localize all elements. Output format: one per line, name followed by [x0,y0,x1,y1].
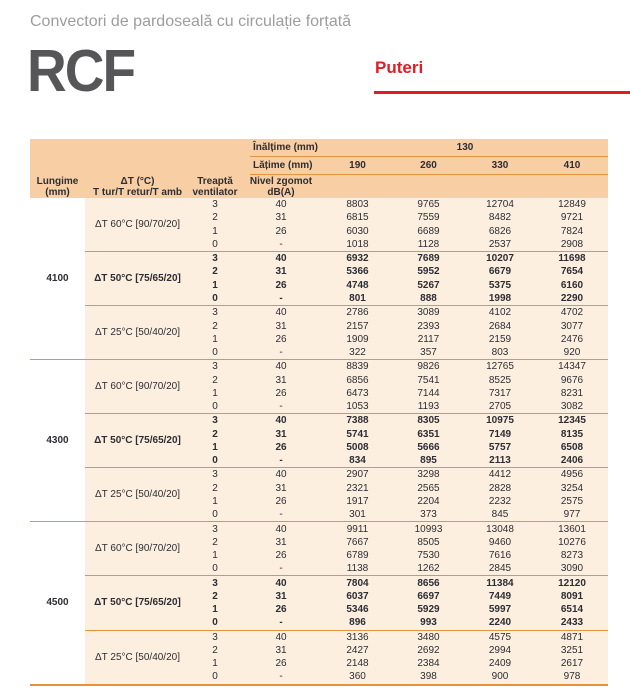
noise-level-cell: 40 [275,253,287,265]
power-value-cell: 6514 [560,604,584,616]
fan-speed-cell: 1 [212,658,218,670]
power-value-cell: 5952 [417,266,440,278]
power-value-cell: 4575 [488,631,512,643]
power-value-cell: 8482 [488,212,512,224]
power-value-cell: 8839 [346,361,369,373]
power-value-cell: 5008 [346,441,369,453]
power-value-cell: 12345 [558,415,586,427]
fan-speed-cell: 3 [212,469,218,481]
power-value-cell: 803 [491,347,509,359]
powers-table [30,139,608,686]
power-value-cell: 7689 [417,253,440,265]
dt-label: ΔT 25°C [50/40/20] [95,489,180,501]
dt-label: ΔT 60°C [90/70/20] [95,381,180,393]
fan-speed-cell: 3 [212,415,218,427]
power-value-cell: 3480 [417,631,440,643]
power-value-cell: 2321 [346,482,369,494]
fan-speed-cell: 3 [212,307,218,319]
power-value-cell: 4871 [560,631,584,643]
noise-level-cell: 40 [275,469,287,481]
noise-level-cell: - [279,671,283,683]
power-value-cell: 2565 [417,482,440,494]
power-value-cell: 978 [563,671,581,683]
power-value-cell: 5997 [488,604,512,616]
width-value-190: 190 [349,160,366,171]
power-value-cell: 14347 [558,361,586,373]
length-group [30,360,608,521]
height-label: Înălțime (mm) [253,142,319,153]
dt-block [30,631,608,684]
fan-speed-cell: 0 [212,563,218,575]
noise-level-cell: 40 [275,199,287,211]
power-value-cell: 895 [420,455,437,467]
dt-label: ΔT 50°C [75/65/20] [94,435,181,447]
power-value-cell: 357 [420,347,437,359]
power-value-cell: 3077 [560,320,584,332]
width-value-260: 260 [420,160,437,171]
length-value: 4500 [30,522,85,683]
power-value-cell: 2157 [346,320,369,332]
power-value-cell: 373 [420,509,437,521]
power-value-cell: 6697 [417,590,440,602]
noise-level-cell: - [279,509,283,521]
power-value-cell: 322 [349,347,366,359]
power-value-cell: 5366 [346,266,369,278]
dt-block [30,306,608,359]
power-value-cell: 6856 [346,374,369,386]
power-value-cell: 2232 [488,495,512,507]
power-value-cell: 3298 [417,469,440,481]
width-value-330: 330 [491,160,509,171]
fan-speed-cell: 1 [212,387,218,399]
header-row-columns [30,175,608,198]
power-value-cell: 896 [349,617,366,629]
column-header-lungime: Lungime (mm) [36,175,79,198]
power-value-cell: 2617 [560,658,584,670]
noise-level-cell: - [279,401,283,413]
power-value-cell: 7541 [417,374,440,386]
power-value-cell: 7149 [488,428,512,440]
dt-block [30,252,608,305]
power-value-cell: 9676 [560,374,584,386]
power-value-cell: 2113 [489,455,511,467]
dt-label: ΔT 50°C [75/65/20] [94,273,181,285]
page-subtitle: Convectori de pardoseală cu circulație forțată [30,13,352,30]
power-value-cell: 5757 [488,441,512,453]
power-value-cell: 801 [349,292,366,304]
power-value-cell: 1053 [346,401,369,413]
power-value-cell: 4412 [488,469,512,481]
power-value-cell: 8273 [560,550,584,562]
power-value-cell: 888 [420,292,437,304]
fan-speed-cell: 3 [212,631,218,643]
fan-speed-cell: 0 [212,238,218,250]
header-row-height [30,139,608,156]
fan-speed-cell: 0 [212,617,218,629]
power-value-cell: 2994 [488,644,512,656]
noise-level-cell: 26 [275,441,287,453]
dt-block [30,414,608,467]
power-value-cell: 2705 [488,401,512,413]
power-value-cell: 7654 [560,266,584,278]
length-value: 4100 [30,198,85,359]
power-value-cell: 6932 [346,253,369,265]
power-value-cell: 2148 [346,658,369,670]
power-value-cell: 13048 [486,523,514,535]
dt-label: ΔT 60°C [90/70/20] [95,543,180,555]
noise-level-cell: - [279,563,283,575]
fan-speed-cell: 0 [212,509,218,521]
power-value-cell: 2159 [488,333,512,345]
power-value-cell: 8135 [560,428,584,440]
power-value-cell: 993 [420,617,437,629]
power-value-cell: 2427 [346,644,369,656]
power-value-cell: 9911 [346,523,369,535]
power-value-cell: 6030 [346,225,369,237]
noise-level-cell: 40 [275,631,287,643]
power-value-cell: 6508 [560,441,584,453]
power-value-cell: 8525 [488,374,512,386]
fan-speed-cell: 1 [212,441,218,453]
power-value-cell: 834 [349,455,366,467]
fan-speed-cell: 1 [212,333,218,345]
fan-speed-cell: 1 [212,495,218,507]
product-code: RCF [27,37,135,105]
power-value-cell: 1909 [346,333,369,345]
power-value-cell: 4102 [488,307,512,319]
noise-level-cell: - [279,347,283,359]
noise-level-cell: - [279,238,283,250]
noise-level-cell: 40 [275,415,287,427]
power-value-cell: 2476 [560,333,584,345]
power-value-cell: 6789 [346,550,369,562]
noise-level-cell: 31 [275,536,287,548]
power-value-cell: 3082 [560,401,584,413]
fan-speed-cell: 3 [212,523,218,535]
fan-speed-cell: 3 [212,361,218,373]
power-value-cell: 2908 [560,238,584,250]
power-value-cell: 2406 [560,455,584,467]
power-value-cell: 1138 [346,563,369,575]
power-value-cell: 9826 [417,361,440,373]
power-value-cell: 5929 [417,604,440,616]
power-value-cell: 1128 [417,238,440,250]
column-header-nivel: Nivel zgomot dB(A) [249,175,313,198]
power-value-cell: 10975 [486,415,514,427]
power-value-cell: 13601 [558,523,586,535]
width-label: Lățime (mm) [253,160,313,171]
header-row-width [30,157,608,174]
power-value-cell: 7388 [346,415,369,427]
power-value-cell: 2692 [417,644,440,656]
power-value-cell: 8505 [417,536,440,548]
column-header-dt: ΔT (°C) T tur/T retur/T amb [93,175,182,198]
power-value-cell: 8656 [417,577,440,589]
table-bottom-rule [30,684,608,686]
power-value-cell: 6351 [417,428,440,440]
power-value-cell: 7317 [488,387,512,399]
power-value-cell: 4956 [560,469,584,481]
power-value-cell: 2290 [560,292,584,304]
section-title: Puteri [375,58,424,77]
noise-level-cell: - [279,455,283,467]
power-value-cell: 2204 [417,495,440,507]
dt-label: ΔT 50°C [75/65/20] [94,597,181,609]
power-value-cell: 10207 [486,253,514,265]
power-value-cell: 2240 [488,617,512,629]
noise-level-cell: 26 [275,550,287,562]
power-value-cell: 2828 [488,482,512,494]
power-value-cell: 398 [420,671,437,683]
noise-level-cell: 31 [275,644,287,656]
fan-speed-cell: 2 [212,428,218,440]
fan-speed-cell: 2 [212,536,218,548]
noise-level-cell: 26 [275,279,287,291]
fan-speed-cell: 3 [212,199,218,211]
dt-block [30,522,608,575]
power-value-cell: 4748 [346,279,369,291]
fan-speed-cell: 2 [212,212,218,224]
power-value-cell: 8305 [417,415,440,427]
noise-level-cell: 31 [275,320,287,332]
power-value-cell: 1193 [417,401,440,413]
power-value-cell: 7824 [560,225,584,237]
table-header [30,139,608,198]
power-value-cell: 9721 [560,212,584,224]
noise-level-cell: 26 [275,495,287,507]
noise-level-cell: 26 [275,333,287,345]
fan-speed-cell: 0 [212,671,218,683]
power-value-cell: 2384 [417,658,440,670]
power-value-cell: 7559 [417,212,440,224]
noise-level-cell: 40 [275,361,287,373]
power-value-cell: 2575 [560,495,584,507]
power-value-cell: 6826 [488,225,512,237]
fan-speed-cell: 0 [212,401,218,413]
power-value-cell: 1998 [488,292,512,304]
noise-level-cell: 40 [275,307,287,319]
power-value-cell: 3089 [417,307,440,319]
column-header-treapta: Treaptă ventilator [192,175,238,198]
power-value-cell: 1018 [346,238,369,250]
power-value-cell: 6689 [417,225,440,237]
fan-speed-cell: 2 [212,644,218,656]
power-value-cell: 1262 [417,563,440,575]
power-value-cell: 12765 [486,361,514,373]
noise-level-cell: 40 [275,577,287,589]
power-value-cell: 1917 [346,495,369,507]
power-value-cell: 3136 [346,631,369,643]
noise-level-cell: 26 [275,225,287,237]
power-value-cell: 6815 [346,212,369,224]
fan-speed-cell: 2 [212,482,218,494]
power-value-cell: 845 [491,509,509,521]
power-value-cell: 2117 [417,333,440,345]
fan-speed-cell: 1 [212,279,218,291]
power-value-cell: 301 [349,509,366,521]
noise-level-cell: 26 [275,604,287,616]
noise-level-cell: 31 [275,266,287,278]
height-value: 130 [456,142,474,153]
power-value-cell: 2845 [488,563,512,575]
power-value-cell: 360 [349,671,366,683]
fan-speed-cell: 2 [212,374,218,386]
dt-label: ΔT 25°C [50/40/20] [95,651,180,663]
power-value-cell: 10993 [414,523,443,535]
fan-speed-cell: 1 [212,604,218,616]
power-value-cell: 3090 [560,563,584,575]
section-title-rule [374,91,630,94]
dt-label: ΔT 25°C [50/40/20] [95,327,180,339]
noise-level-cell: 31 [275,590,287,602]
power-value-cell: 6473 [346,387,369,399]
fan-speed-cell: 3 [212,253,218,265]
power-value-cell: 3251 [560,644,584,656]
table-body [30,198,608,684]
length-group-separator [30,359,608,360]
dt-block [30,198,608,251]
power-value-cell: 900 [491,671,509,683]
power-value-cell: 11698 [558,253,586,265]
power-value-cell: 4702 [560,307,584,319]
noise-level-cell: 31 [275,212,287,224]
power-value-cell: 12849 [558,199,586,211]
dt-label: ΔT 60°C [90/70/20] [95,219,180,231]
power-value-cell: 977 [563,509,581,521]
fan-speed-cell: 3 [212,577,218,589]
power-value-cell: 7449 [488,590,512,602]
noise-level-cell: 31 [275,428,287,440]
length-group-separator [30,521,608,522]
fan-speed-cell: 0 [212,292,218,304]
power-value-cell: 11384 [486,577,514,589]
power-value-cell: 2409 [488,658,512,670]
power-value-cell: 7667 [346,536,369,548]
power-value-cell: 6160 [560,279,584,291]
power-value-cell: 5346 [346,604,369,616]
power-value-cell: 7530 [417,550,440,562]
power-value-cell: 5666 [417,441,440,453]
length-value: 4300 [30,360,85,521]
noise-level-cell: 26 [275,658,287,670]
dt-block [30,360,608,413]
fan-speed-cell: 2 [212,266,218,278]
noise-level-cell: - [279,617,283,629]
power-value-cell: 920 [563,347,581,359]
power-value-cell: 7144 [417,387,440,399]
noise-level-cell: - [279,292,283,304]
power-value-cell: 5375 [488,279,512,291]
length-group [30,522,608,683]
power-value-cell: 6679 [488,266,512,278]
power-value-cell: 9460 [488,536,512,548]
fan-speed-cell: 0 [212,347,218,359]
power-value-cell: 2786 [346,307,369,319]
power-value-cell: 12704 [486,199,514,211]
dt-block [30,468,608,521]
noise-level-cell: 31 [275,374,287,386]
power-value-cell: 2393 [417,320,440,332]
power-value-cell: 12120 [558,577,586,589]
fan-speed-cell: 1 [212,550,218,562]
dt-block [30,576,608,629]
power-value-cell: 8231 [560,387,584,399]
power-value-cell: 6037 [346,590,369,602]
fan-speed-cell: 0 [212,455,218,467]
noise-level-cell: 31 [275,482,287,494]
power-value-cell: 9765 [417,199,440,211]
power-value-cell: 7804 [346,577,369,589]
power-value-cell: 8803 [346,199,369,211]
fan-speed-cell: 2 [212,590,218,602]
power-value-cell: 2433 [560,617,584,629]
noise-level-cell: 40 [275,523,287,535]
power-value-cell: 8091 [560,590,584,602]
width-value-410: 410 [563,160,581,171]
power-value-cell: 2907 [346,469,369,481]
power-value-cell: 3254 [560,482,584,494]
fan-speed-cell: 2 [212,320,218,332]
power-value-cell: 7616 [488,550,512,562]
power-value-cell: 2537 [488,238,512,250]
noise-level-cell: 26 [275,387,287,399]
power-value-cell: 2684 [488,320,512,332]
fan-speed-cell: 1 [212,225,218,237]
power-value-cell: 5267 [417,279,440,291]
length-group [30,198,608,359]
power-value-cell: 10276 [558,536,586,548]
power-value-cell: 5741 [346,428,369,440]
